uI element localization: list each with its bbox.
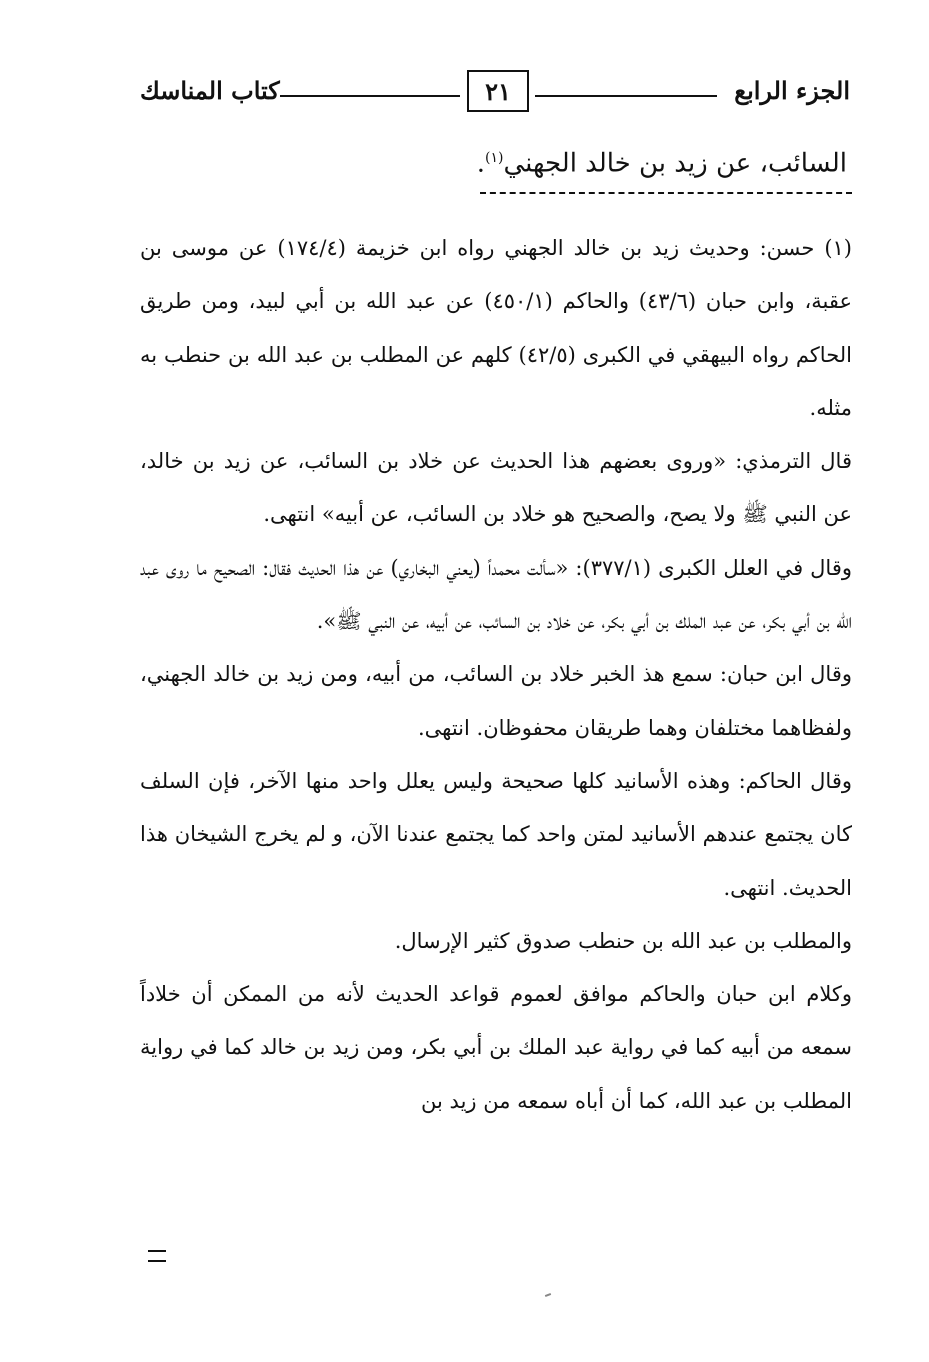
- header-rule-left: [280, 95, 460, 97]
- footnotes-section: [140, 222, 852, 1128]
- footnote-paragraph: (١) حسن: وحديث زيد بن خالد الجهني رواه ابن خزيمة (١٧٤/٤) عن موسى بن عقبة، وابن حبان (٤٣/٦) والحاكم (٤٥٠/١) عن عبد الله بن أبي لبيد، ومن طريق الحاكم رواه البيهقي في الكبرى (٤٢/٥) كلهم عن المطلب بن عبد الله بن حنطب به مثله.: [140, 236, 852, 420]
- footnote-paragraph: وكلام ابن حبان والحاكم موافق لعموم قواعد الحديث لأنه من الممكن أن خلاداً سمعه من أبيه كما في رواية عبد الملك بن أبي بكر، ومن زيد بن خالد كما في رواية المطلب بن عبد الله، كما أن أباه سمعه من زيد بن: [140, 982, 852, 1113]
- book-title: كتاب المناسك: [140, 76, 280, 105]
- footnote-paragraph: وقال الحاكم: وهذه الأسانيد كلها صحيحة وليس يعلل واحد منها الآخر، فإن السلف كان يجتمع عندهم الأسانيد لمتن واحد كما يجتمع عندنا الآن، و لم يخرج الشيخان هذا الحديث. انتهى.: [140, 768, 852, 900]
- page-header: [140, 70, 850, 116]
- footnote-paragraph: قال الترمذي: «وروى بعضهم هذا الحديث عن خلاد بن السائب، عن زيد بن خالد، عن النبي ﷺ ولا يصح، والصحيح هو خلاد بن السائب، عن أبيه» انتهى.: [140, 449, 852, 527]
- main-text-line: [127, 138, 847, 184]
- footnote-paragraph: وقال ابن حبان: سمع هذ الخبر خلاد بن السائب، من أبيه، ومن زيد بن خالد الجهني، ولفظاهما مختلفان وهما طريقان محفوظان. انتهى.: [140, 662, 852, 740]
- footnote-paragraph: وقال في العلل الكبرى (٣٧٧/١): «سألت محمداً (يعني البخاري) عن هذا الحديث فقال: الصحيح ما روى عبد الله بن أبي بكر، عن عبد الملك بن أبي بكر، عن خلاد بن السائب، عن أبيه، عن النبي ﷺ».: [140, 555, 852, 634]
- header-rule-right: [535, 95, 717, 97]
- footnote-reference: (١): [485, 150, 504, 166]
- page-number: ٢١: [467, 70, 529, 112]
- footnote-separator: [480, 192, 852, 194]
- scan-speck: [545, 1293, 551, 1297]
- volume-title: الجزء الرابع: [734, 76, 850, 105]
- continuation-mark: [148, 1250, 166, 1262]
- main-text: السائب، عن زيد بن خالد الجهني: [503, 148, 847, 179]
- footnote-paragraph: والمطلب بن عبد الله بن حنطب صدوق كثير الإرسال.: [394, 928, 852, 953]
- main-text-end: .: [476, 148, 486, 179]
